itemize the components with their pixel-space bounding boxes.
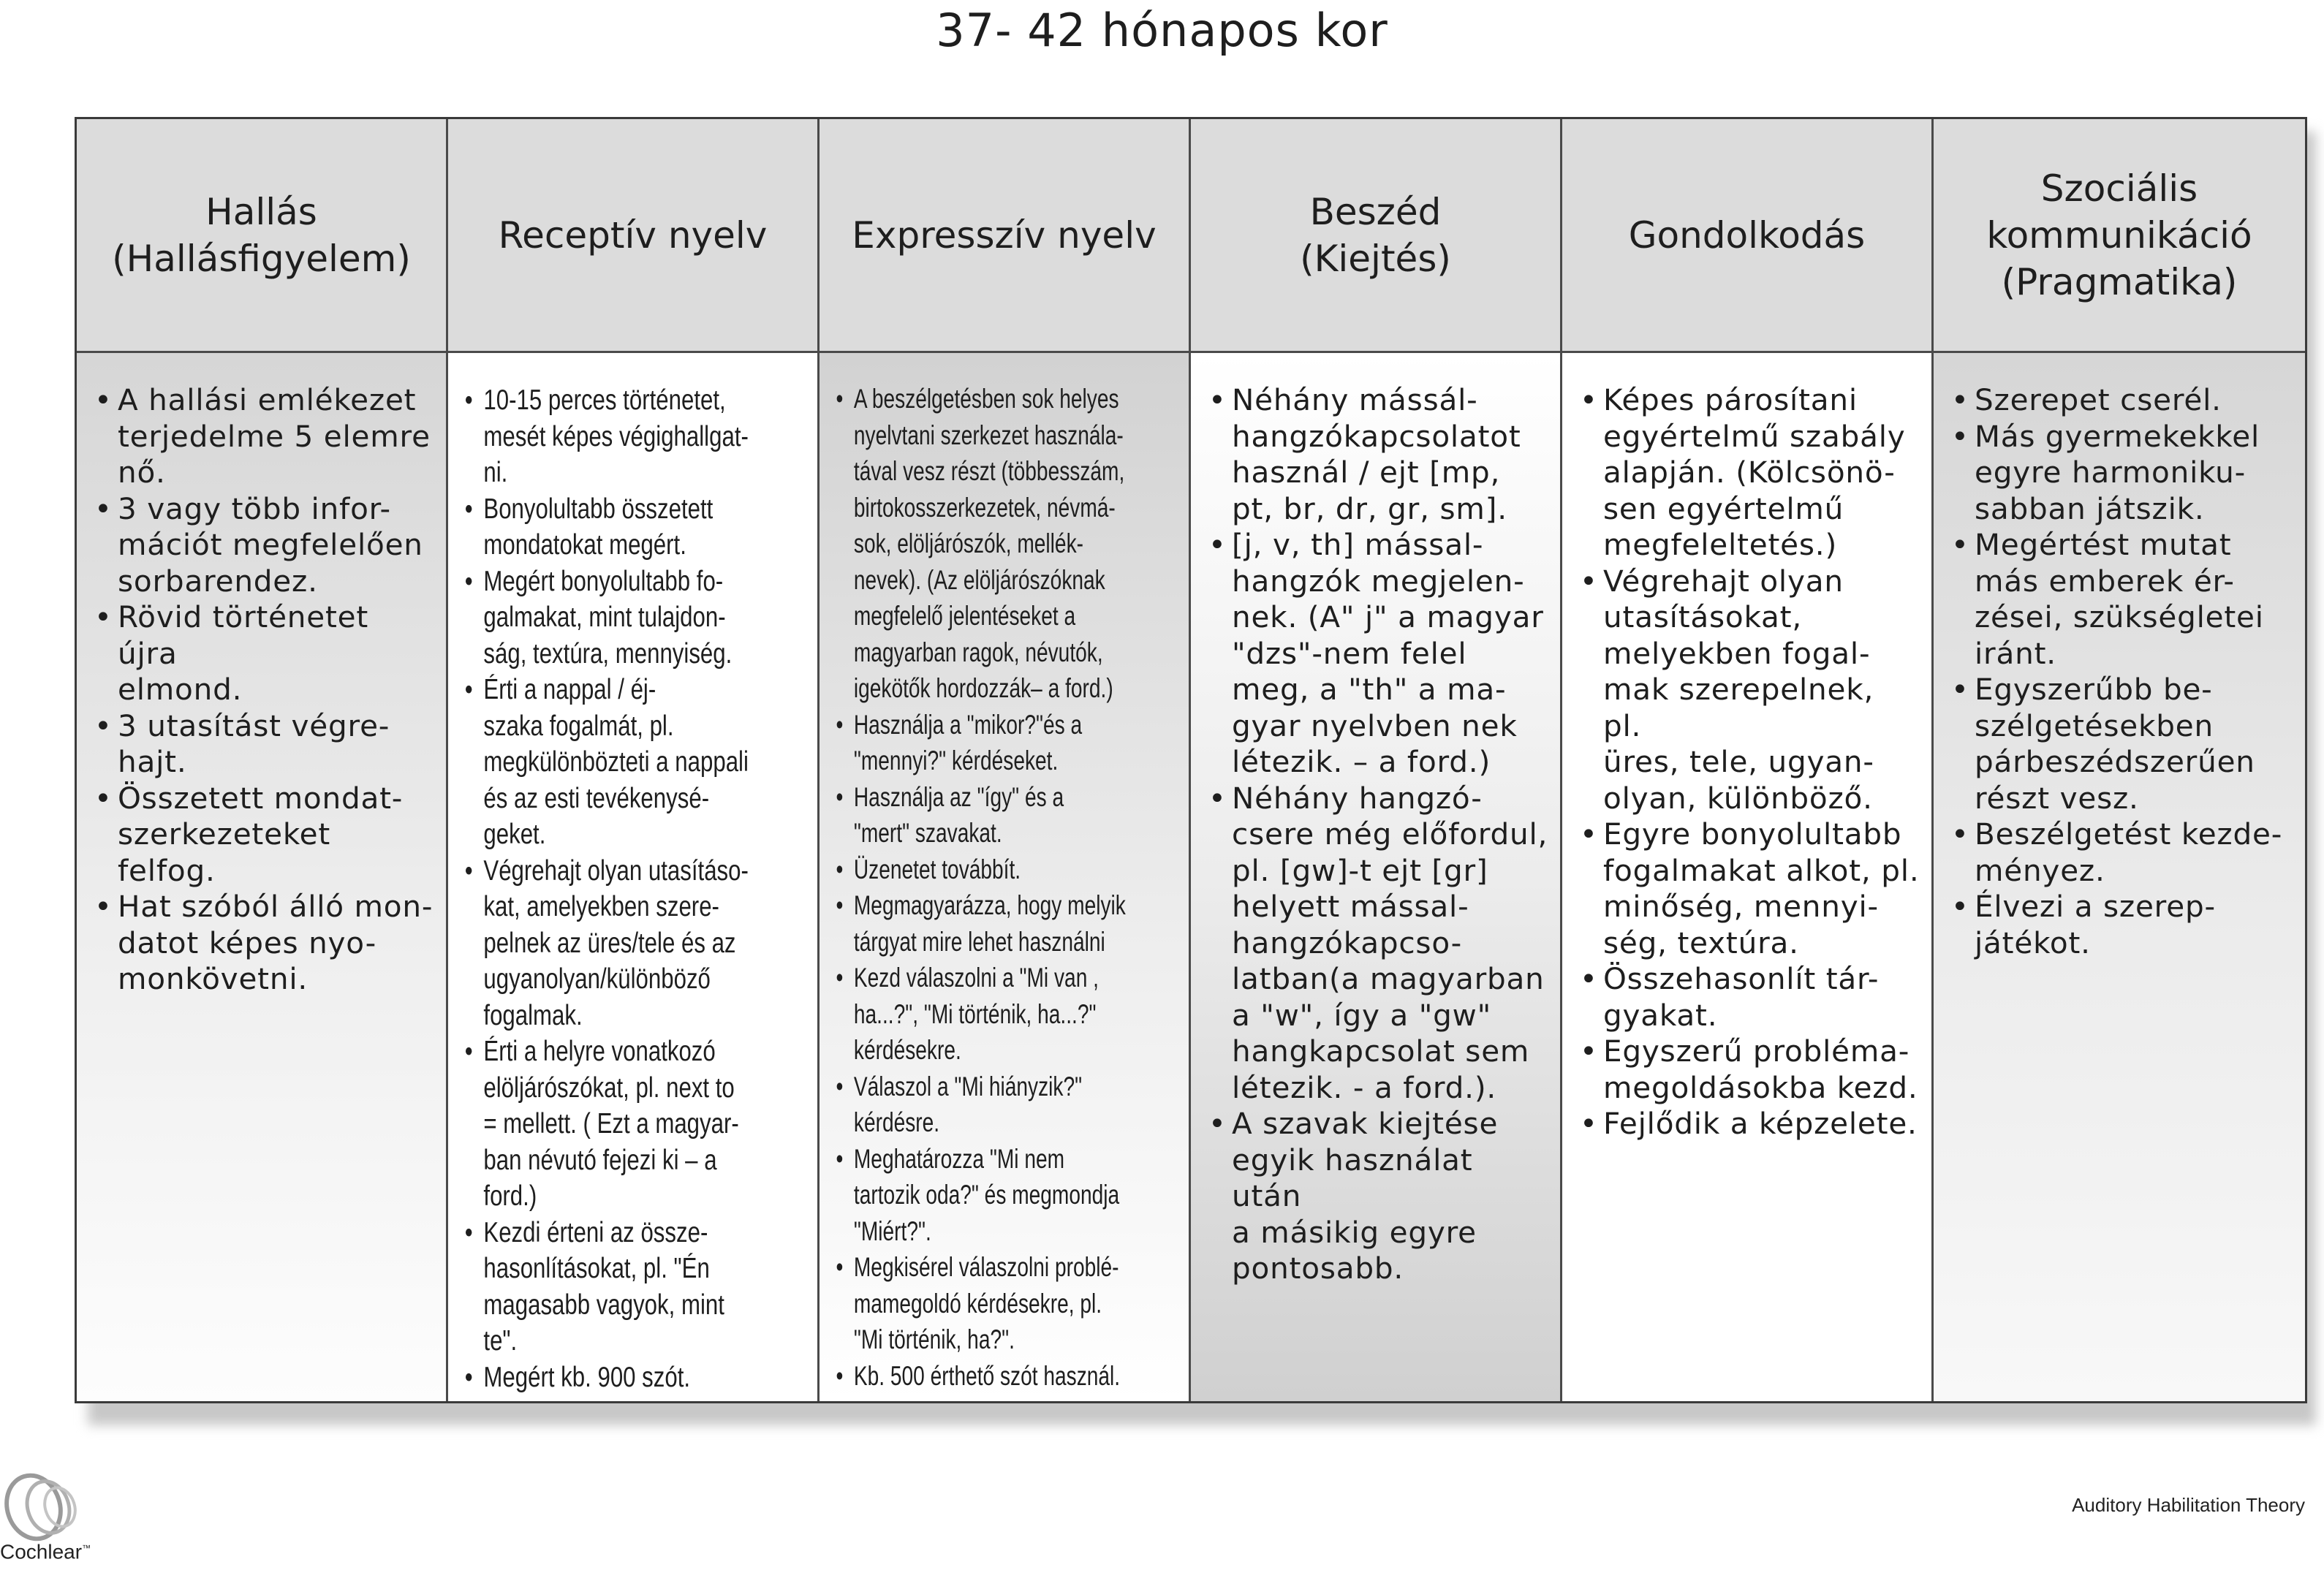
list-item: • Megkisérel válaszolni problé- mamegoldó kérdésekre, pl. "Mi történik, ha?". <box>833 1249 1178 1358</box>
list-item: • Más gyermekekkel egyre harmoniku- sabban játszik. <box>1947 419 2295 528</box>
column-header: Receptív nyelv <box>448 119 817 353</box>
column-header: Gondolkodás <box>1562 119 1931 353</box>
list-item: • Válaszol a "Mi hiányzik?" kérdésre. <box>833 1069 1178 1141</box>
column-header: Expresszív nyelv <box>820 119 1189 353</box>
list-item: • Kb. 500 érthető szót használ. <box>833 1358 1178 1395</box>
list-item: • Egyszerű probléma- megoldásokba kezd. <box>1575 1034 1921 1106</box>
list-item: • Kezd válaszolni a "Mi van , ha...?", "Mi történik, ha...?" kérdésekre. <box>833 960 1178 1069</box>
list-item: • Néhány hangzó- csere még előfordul, pl. [gw]-t ejt [gr] helyett mással- hangzókapcso- latban(a magyarban a "w", így a "gw" hangkapcsolat sem létezik. - a ford.). <box>1204 781 1550 1107</box>
list-item: • Megért kb. 900 szót. <box>461 1359 807 1396</box>
list-item: • Képes párosítani egyértelmű szabály alapján. (Kölcsönö- sen egyértelmű megfeleltetés.) <box>1575 382 1921 564</box>
list-item: • Kezdi érteni az össze- hasonlításokat, pl. "Én magasabb vagyok, mint te". <box>461 1215 807 1359</box>
column-header: Hallás (Hallásfigyelem) <box>77 119 446 353</box>
list-item: • Érti a nappal / éj- szaka fogalmát, pl. megkülönbözteti a nappali és az esti tevékenysé- geket. <box>461 672 807 853</box>
list-item: • A beszélgetésben sok helyes nyelvtani szerkezet használa- tával vesz részt (többesszám, birtokosszerkezetek, névmá- sok, elöljárószók, mellék- nevek). (Az elöljárószóknak megfelelő jelentéseket a magyarban ragok, névutók, igekötők hordozzák– a ford.) <box>833 381 1178 707</box>
column-expressziv-nyelv <box>820 119 1191 1401</box>
list-item: • Bonyolultabb összetett mondatokat megért. <box>461 491 807 564</box>
list-item: • Szerepet cserél. <box>1947 382 2295 419</box>
milestone-table <box>75 117 2307 1403</box>
list-item: • Hat szóból álló mon- datot képes nyo- monkövetni. <box>90 889 436 998</box>
list-item: • Használja az "így" és a "mert" szavakat. <box>833 779 1178 852</box>
logo-wordmark: Cochlear™ <box>0 1540 91 1563</box>
list-item: • Megértést mutat más emberek ér- zései, szükségletei iránt. <box>1947 527 2295 672</box>
list-item: • [j, v, th] mással- hangzók megjelen- nek. (A" j" a magyar "dzs"-nem felel meg, a "th" a ma- gyar nyelvben nek létezik. – a ford.) <box>1204 527 1550 781</box>
column-body <box>1934 353 2305 1401</box>
list-item: • 3 utasítást végre- hajt. <box>90 708 436 781</box>
column-header: Szociális kommunikáció (Pragmatika) <box>1934 119 2305 353</box>
column-body <box>448 353 817 1401</box>
list-item: • Rövid történetet újra elmond. <box>90 599 436 708</box>
column-body <box>1191 353 1560 1401</box>
list-item: • Néhány mássál- hangzókapcsolatot használ / ejt [mp, pt, br, dr, gr, sm]. <box>1204 382 1550 527</box>
column-body <box>1562 353 1931 1401</box>
list-item: • Használja a "mikor?"és a "mennyi?" kérdéseket. <box>833 707 1178 779</box>
list-item: • Végrehajt olyan utasításokat, melyekben fogal- mak szerepelnek, pl. üres, tele, ugyan- olyan, különböző. <box>1575 564 1921 817</box>
page-title: 37- 42 hónapos kor <box>936 4 1388 57</box>
list-item: • Élvezi a szerep- játékot. <box>1947 889 2295 961</box>
list-item: • Megmagyarázza, hogy melyik tárgyat mire lehet használni <box>833 887 1178 960</box>
list-item: • Összehasonlít tár- gyakat. <box>1575 961 1921 1034</box>
list-item: • A hallási emlékezet terjedelme 5 elemre nő. <box>90 382 436 491</box>
column-body <box>77 353 446 1401</box>
list-item: • Egyre bonyolultabb fogalmakat alkot, pl. minőség, mennyi- ség, textúra. <box>1575 816 1921 961</box>
column-header: Beszéd (Kiejtés) <box>1191 119 1560 353</box>
list-item: • Üzenetet továbbít. <box>833 852 1178 888</box>
column-hallas <box>77 119 448 1401</box>
list-item: • A szavak kiejtése egyik használat után a másikig egyre pontosabb. <box>1204 1106 1550 1287</box>
column-receptiv-nyelv <box>448 119 820 1401</box>
list-item: • Beszélgetést kezde- ményez. <box>1947 816 2295 889</box>
list-item: • 3 vagy több infor- mációt megfelelően sorbarendez. <box>90 491 436 600</box>
list-item: • Végrehajt olyan utasításo- kat, amelyekben szere- pelnek az üres/tele és az ugyanolyan/különböző fogalmak. <box>461 853 807 1034</box>
column-body <box>820 353 1189 1401</box>
list-item: • Fejlődik a képzelete. <box>1575 1106 1921 1142</box>
column-beszed <box>1191 119 1562 1401</box>
column-szocialis-kommunikacio <box>1934 119 2305 1401</box>
list-item: • Megért bonyolultabb fo- galmakat, mint tulajdon- ság, textúra, mennyiség. <box>461 564 807 672</box>
footer-text: Auditory Habilitation Theory <box>2072 1494 2305 1516</box>
list-item: • Összetett mondat- szerkezeteket felfog. <box>90 781 436 890</box>
list-item: • Érti a helyre vonatkozó elöljárószókat, pl. next to = mellett. ( Ezt a magyar- ban névutó fejezi ki – a ford.) <box>461 1034 807 1215</box>
column-gondolkodas <box>1562 119 1934 1401</box>
list-item: • Meghatározza "Mi nem tartozik oda?" és megmondja "Miért?". <box>833 1141 1178 1250</box>
list-item: • 10-15 perces történetet, mesét képes végighallgat- ni. <box>461 382 807 491</box>
list-item: • Egyszerűbb be- szélgetésekben párbeszédszerűen részt vesz. <box>1947 672 2295 816</box>
